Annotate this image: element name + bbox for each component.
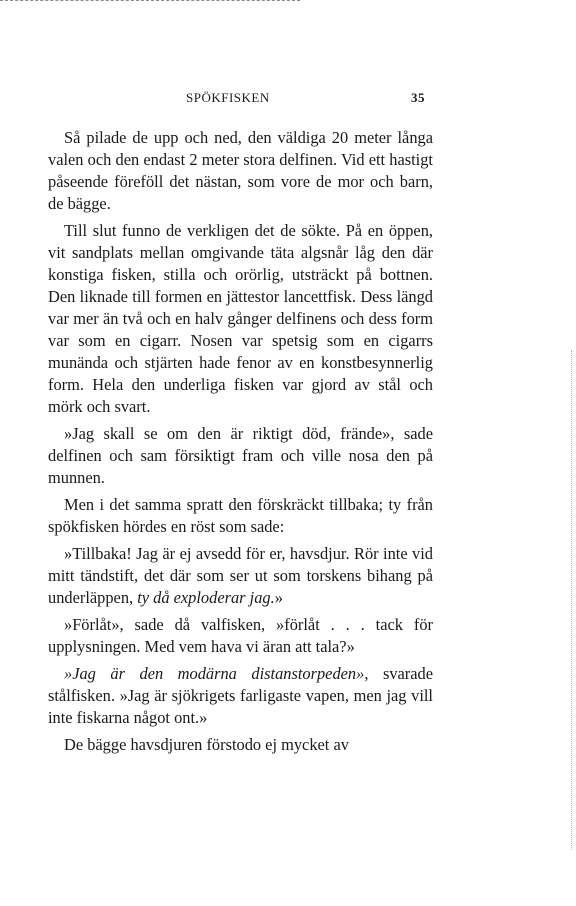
paragraph	[48, 734, 433, 756]
paragraph-text: »	[274, 588, 283, 607]
top-edge-rule	[0, 0, 300, 2]
paragraph	[48, 543, 433, 609]
scan-edge-marks	[569, 350, 572, 850]
paragraph-text: »Tillbaka! Jag är ej avsedd för er, havsdjur. Rör inte vid mitt tändstift, det där som ser ut som torskens bihang på underläppen,	[48, 544, 433, 607]
paragraph-text: , svarade stålfisken. »Jag är sjökrigets farligaste vapen, men jag vill inte fiskarna något ont.»	[48, 664, 434, 727]
paragraph-text: »Förlåt», sade då valfisken, »förlåt . . . tack för upplysningen. Med vem hava vi äran att tala?»	[48, 615, 433, 656]
paragraph	[48, 127, 433, 215]
paragraph	[48, 663, 433, 729]
paragraph-text: De bägge havsdjuren förstodo ej mycket av	[64, 735, 349, 754]
paragraph	[48, 494, 433, 538]
paragraph	[48, 423, 433, 489]
paragraph-text: Till slut funno de verkligen det de sökte. På en öppen, vit sandplats mellan omgivande täta algsnår låg den där konstiga fisken, stilla och orörlig, utsträckt på bottnen. Den liknade till formen en jättestor lancettfisk. Dess längd var mer än två och en halv gånger delfinens och dess form var som en cigarr. Nosen var spetsig som en cigarrs munända och stjärten hade fenor av en konstbesynnerlig form. Hela den underliga fisken var gjord av stål och mörk och svart.	[48, 221, 433, 416]
body-text	[48, 127, 433, 761]
page-number: 35	[411, 90, 425, 105]
paragraph-text: Men i det samma spratt den förskräckt tillbaka; ty från spökfisken hördes en röst som sade:	[48, 495, 433, 536]
paragraph-text: »Jag skall se om den är riktigt död, frände», sade delfinen och sam försiktigt fram och ville nosa den på munnen.	[48, 424, 433, 487]
paragraph	[48, 220, 433, 418]
italic-text: »Jag är den modärna distanstorpeden»	[64, 664, 365, 683]
paragraph	[48, 614, 433, 658]
paragraph-text: Så pilade de upp och ned, den väldiga 20 meter långa valen och den endast 2 meter stora delfinen. Vid ett hastigt påseende föreföll det nästan, som vore de mor och barn, de bägge.	[48, 128, 433, 213]
page-header	[0, 90, 576, 110]
italic-text: ty då exploderar jag.	[137, 588, 275, 607]
running-head: SPÖKFISKEN	[186, 90, 270, 105]
